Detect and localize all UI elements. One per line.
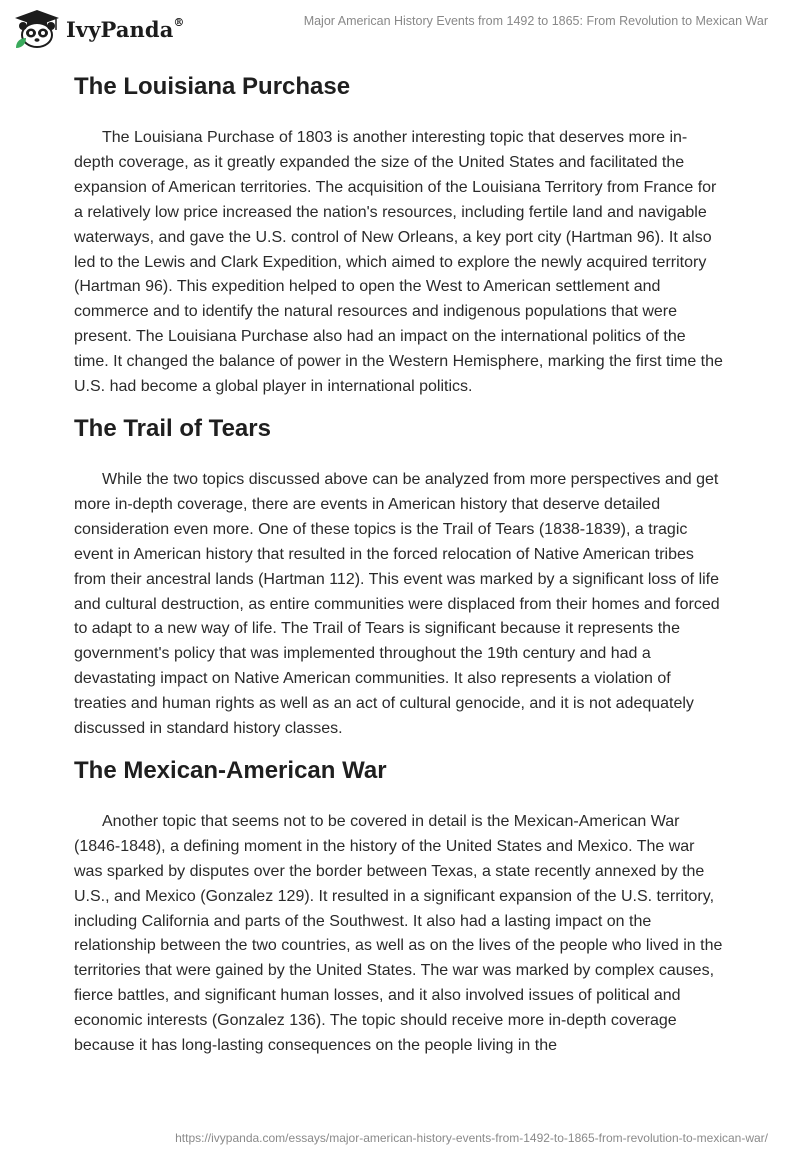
section-louisiana-purchase	[74, 72, 724, 400]
section-trail-of-tears	[74, 414, 724, 742]
panda-graduate-icon	[12, 8, 62, 50]
section-paragraph: While the two topics discussed above can be analyzed from more perspectives and get more in-depth coverage, there are events in American history that deserve detailed consideration even more. One of these topics is the Trail of Tears (1838-1839), a tragic event in American history that resulted in the forced relocation of Native American tribes from their ancestral lands (Hartman 112). This event was marked by a significant loss of life and cultural destruction, as entire communities were displaced from their homes and forced to adapt to a new way of life. The Trail of Tears is significant because it represents the government's policy that was implemented throughout the 19th century and had a devastating impact on Native American communities. It also represents a violation of treaties and human rights as well as an act of cultural genocide, and it is not adequately discussed in standard history classes.	[74, 470, 720, 738]
logo-text: IvyPanda®	[66, 15, 185, 42]
section-heading: The Trail of Tears	[74, 414, 271, 442]
section-paragraph: The Louisiana Purchase of 1803 is another interesting topic that deserves more in-depth coverage, as it greatly expanded the size of the United States and facilitated the expansion of American territories. The acquisition of the Louisiana Territory from France for a relatively low price increased the nation's resources, including fertile land and navigable waterways, and gave the U.S. control of New Orleans, a key port city (Hartman 96). It also led to the Lewis and Clark Expedition, which aimed to explore the newly acquired territory (Hartman 96). This expedition helped to open the West to American settlement and commerce and to identify the natural resources and indigenous populations that were present. The Louisiana Purchase also had an impact on the international politics of the time. It changed the balance of power in the Western Hemisphere, marking the first time the U.S. had become a global player in international politics.	[74, 129, 723, 396]
section-paragraph: Another topic that seems not to be covered in detail is the Mexican-American War (1846-1848), a defining moment in the history of the United States and Mexico. The war was sparked by disputes over the border between Texas, a state recently annexed by the U.S., and Mexico (Gonzalez 129). It resulted in a significant expansion of the U.S. territory, including California and parts of the Southwest. It also had a lasting impact on the relationship between the two countries, as well as on the lives of the people who lived in the territories that were gained by the United States. The war was marked by complex causes, fierce battles, and significant human losses, and it also involved issues of political and economic interests (Gonzalez 136). The topic should receive more in-depth coverage because it has long-lasting consequences on the people living in the	[74, 812, 723, 1055]
essay-content	[74, 72, 724, 1073]
document-title: Major American History Events from 1492 to 1865: From Revolution to Mexican War	[303, 14, 768, 28]
section-mexican-american-war	[74, 756, 724, 1059]
source-url-link[interactable]: https://ivypanda.com/essays/major-american-history-events-from-1492-to-1865-from-revolution-to-mexican-war/	[175, 1131, 768, 1145]
logo[interactable]	[12, 8, 185, 50]
section-heading: The Louisiana Purchase	[74, 73, 351, 100]
section-heading: The Mexican-American War	[74, 756, 387, 784]
page-header	[0, 0, 800, 64]
